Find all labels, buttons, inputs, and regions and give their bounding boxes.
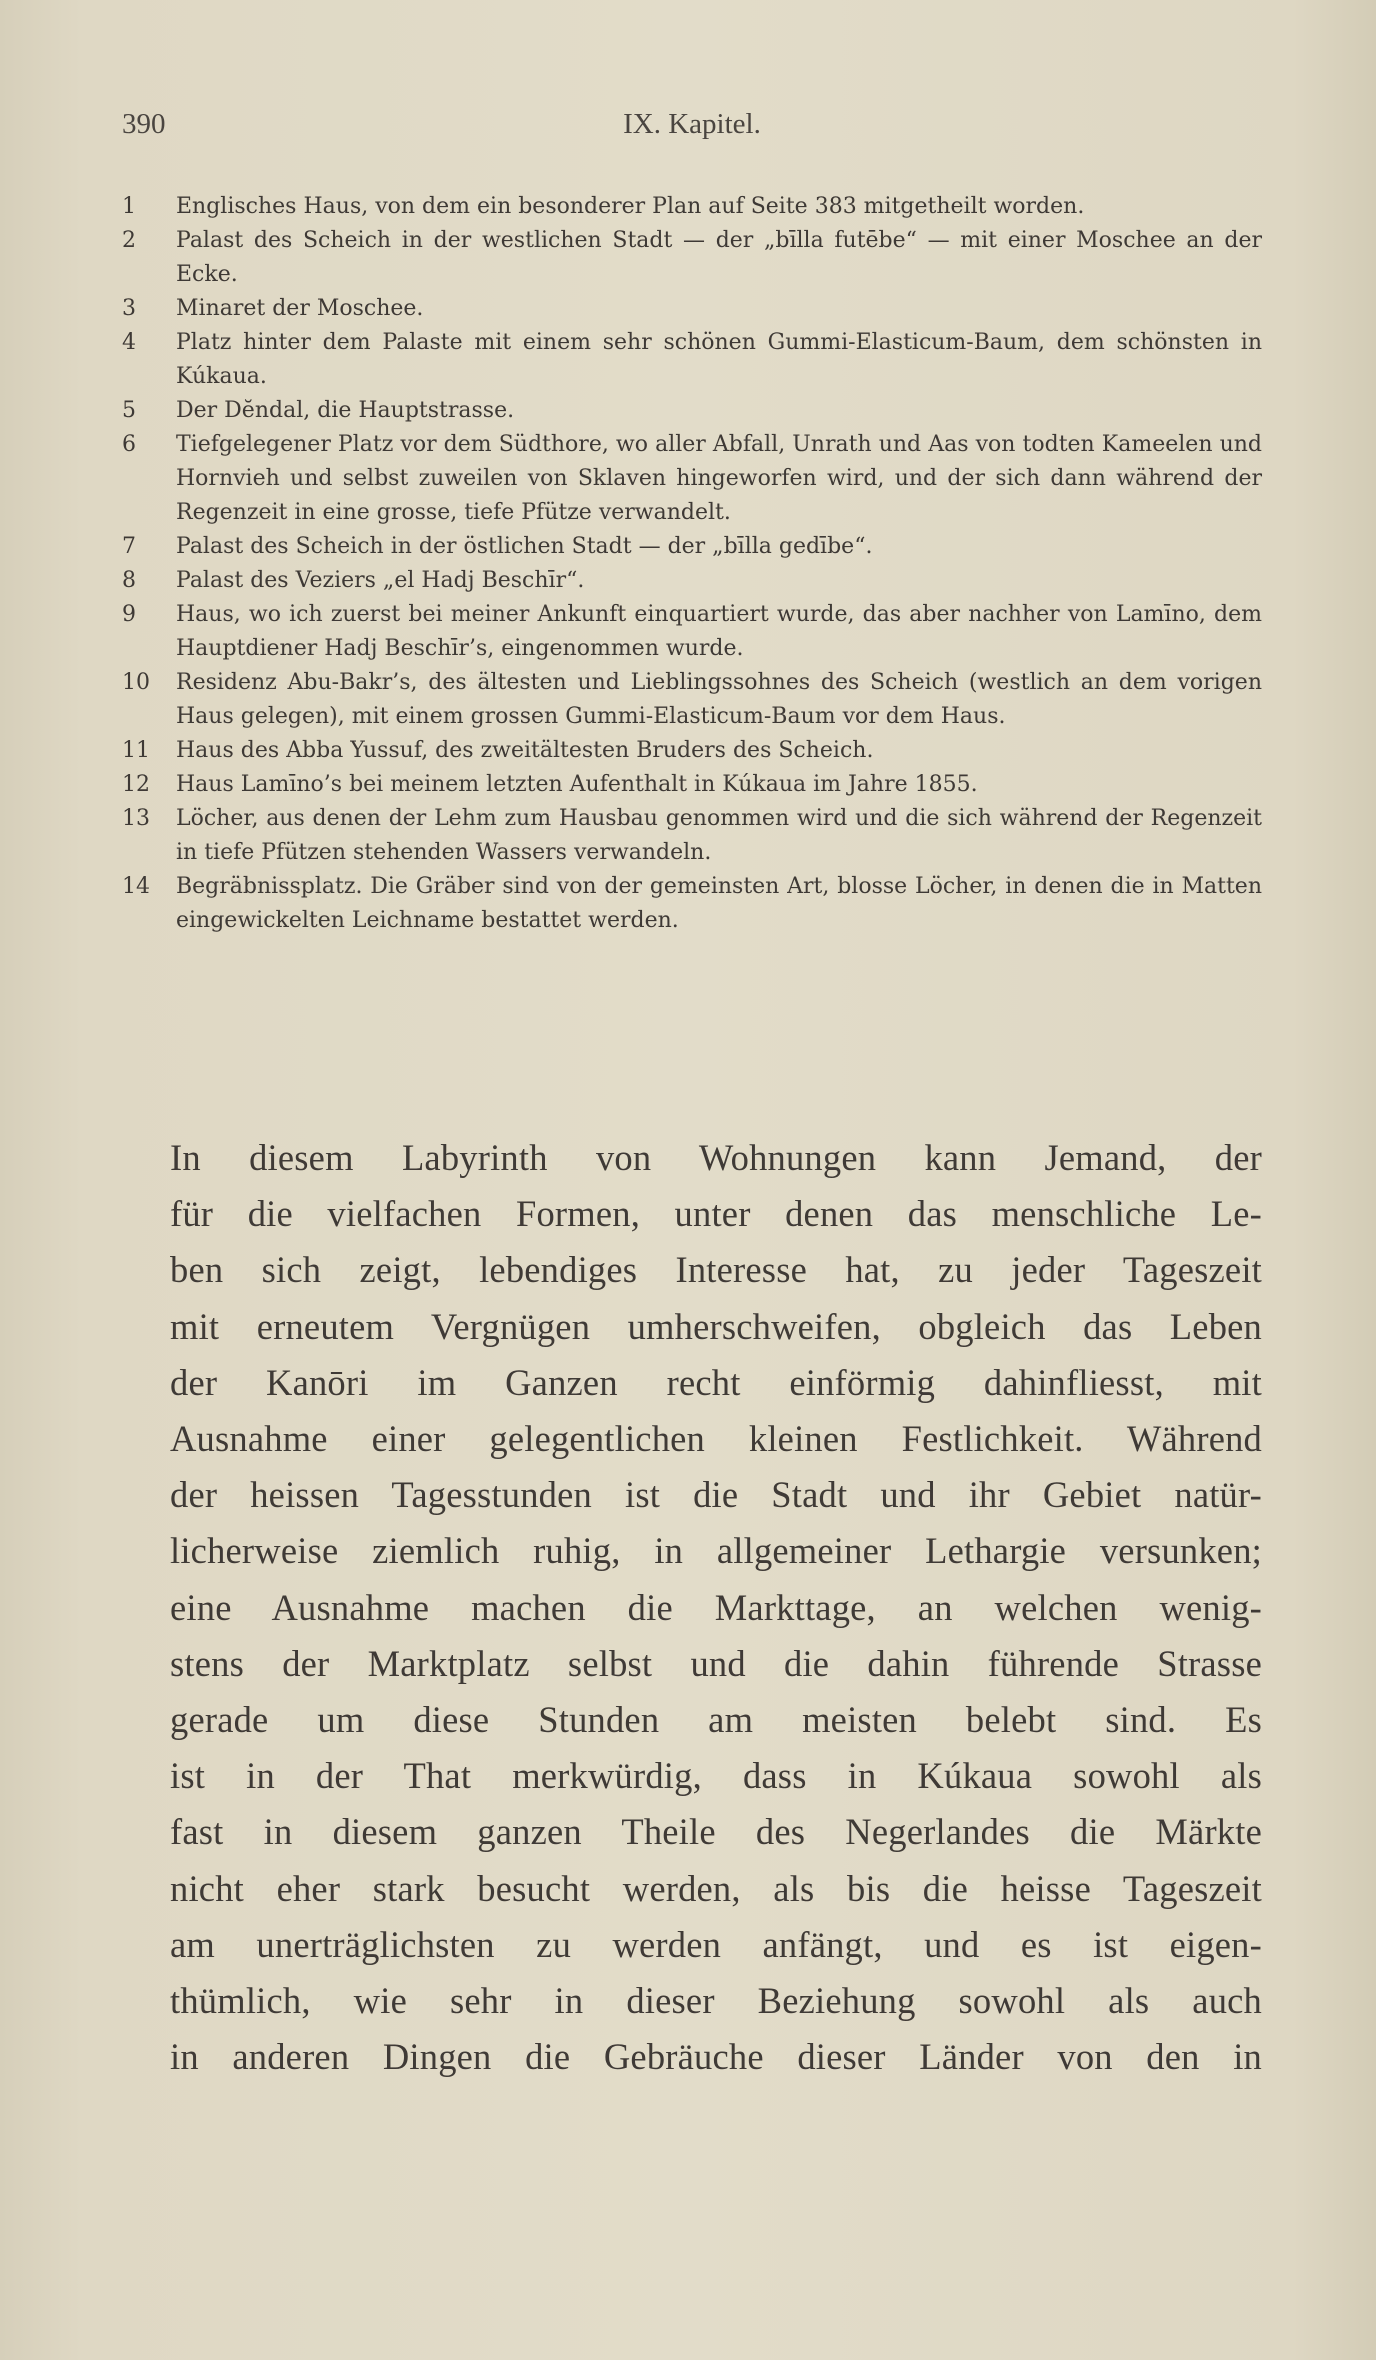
body-line: am unerträglichsten zu werden anfängt, und es ist eigen-: [170, 1923, 1262, 1965]
legend-item: [122, 870, 1262, 938]
body-line: stens der Marktplatz selbst und die dahin führende Strasse: [170, 1642, 1262, 1684]
legend-text: Tiefgelegener Platz vor dem Südthore, wo aller Abfall, Unrath und Aas von todten Kameelen und Hornvieh und selbst zuweilen von Sklaven hingeworfen wird, und der sich dann während der Regenzeit in eine grosse, tiefe Pfütze verwandelt.: [176, 432, 1262, 525]
legend-text: Haus Lamīno’s bei meinem letzten Aufenthalt in Kúkaua im Jahre 1855.: [176, 772, 978, 797]
body-line: in anderen Dingen die Gebräuche dieser Länder von den in: [170, 2036, 1262, 2078]
legend-item: [122, 428, 1262, 530]
legend-number: 14: [122, 874, 150, 899]
page-header: [122, 108, 1262, 148]
legend-number: 12: [122, 772, 150, 797]
body-line: gerade um diese Stunden am meisten belebt sind. Es: [170, 1699, 1262, 1741]
legend-text: Haus des Abba Yussuf, des zweitältesten Bruders des Scheich.: [176, 738, 874, 763]
legend-number: 2: [122, 228, 136, 253]
legend-text: Begräbnissplatz. Die Gräber sind von der gemeinsten Art, blosse Löcher, in denen die in Matten eingewickelten Leichname bestattet werden.: [176, 874, 1262, 933]
legend-item: [122, 224, 1262, 292]
legend-text: Residenz Abu-Bakr’s, des ältesten und Lieblingssohnes des Scheich (westlich an dem vorigen Haus gelegen), mit einem grossen Gummi-Elasticum-Baum vor dem Haus.: [176, 670, 1262, 729]
legend-number: 13: [122, 806, 150, 831]
body-line: In diesem Labyrinth von Wohnungen kann Jemand, der: [170, 1137, 1262, 1178]
legend-item: [122, 190, 1262, 224]
body-line: ben sich zeigt, lebendiges Interesse hat, zu jeder Tageszeit: [170, 1249, 1262, 1291]
body-line: licherweise ziemlich ruhig, in allgemeiner Lethargie versunken;: [170, 1530, 1262, 1572]
map-legend-list: [122, 190, 1262, 938]
legend-number: 7: [122, 534, 136, 559]
legend-text: Löcher, aus denen der Lehm zum Hausbau genommen wird und die sich während der Regenzeit in tiefe Pfützen stehenden Wassers verwandeln.: [176, 806, 1262, 865]
legend-item: [122, 802, 1262, 870]
legend-item: [122, 598, 1262, 666]
legend-text: Der Dĕndal, die Hauptstrasse.: [176, 398, 515, 423]
legend-text: Minaret der Moschee.: [176, 296, 424, 321]
legend-text: Englisches Haus, von dem ein besonderer Plan auf Seite 383 mitgetheilt worden.: [176, 194, 1085, 219]
legend-item: [122, 326, 1262, 394]
legend-text: Palast des Veziers „el Hadj Beschīr“.: [176, 568, 585, 593]
legend-number: 10: [122, 670, 150, 695]
legend-text: Palast des Scheich in der östlichen Stadt — der „bīlla gedībe“.: [176, 534, 873, 559]
legend-number: 1: [122, 194, 136, 219]
legend-item: [122, 564, 1262, 598]
legend-text: Haus, wo ich zuerst bei meiner Ankunft einquartiert wurde, das aber nachher von Lamīno, dem Hauptdiener Hadj Beschīr’s, eingenommen wurde.: [176, 602, 1262, 661]
legend-number: 8: [122, 568, 136, 593]
legend-item: [122, 734, 1262, 768]
body-line: nicht eher stark besucht werden, als bis die heisse Tageszeit: [170, 1867, 1262, 1909]
legend-number: 9: [122, 602, 136, 627]
legend-item: [122, 768, 1262, 802]
body-line: der heissen Tagesstunden ist die Stadt und ihr Gebiet natür-: [170, 1474, 1262, 1516]
body-line: fast in diesem ganzen Theile des Negerlandes die Märkte: [170, 1811, 1262, 1853]
legend-item: [122, 394, 1262, 428]
body-line: der Kanōri im Ganzen recht einförmig dahinfliesst, mit: [170, 1361, 1262, 1403]
body-paragraph: [170, 1130, 1262, 2085]
legend-item: [122, 530, 1262, 564]
body-line: eine Ausnahme machen die Markttage, an welchen wenig-: [170, 1586, 1262, 1628]
chapter-title: IX. Kapitel.: [623, 108, 761, 140]
legend-number: 6: [122, 432, 136, 457]
legend-number: 4: [122, 330, 136, 355]
legend-number: 5: [122, 398, 136, 423]
body-line: mit erneutem Vergnügen umherschweifen, obgleich das Leben: [170, 1305, 1262, 1347]
body-line: ist in der That merkwürdig, dass in Kúkaua sowohl als: [170, 1755, 1262, 1797]
body-line: thümlich, wie sehr in dieser Beziehung sowohl als auch: [170, 1980, 1262, 2022]
page-number: 390: [122, 108, 166, 140]
legend-number: 11: [122, 738, 150, 763]
legend-number: 3: [122, 296, 136, 321]
legend-item: [122, 666, 1262, 734]
body-line: für die vielfachen Formen, unter denen das menschliche Le-: [170, 1193, 1262, 1235]
legend-item: [122, 292, 1262, 326]
legend-text: Palast des Scheich in der westlichen Stadt — der „bīlla futēbe“ — mit einer Moschee an der Ecke.: [176, 228, 1262, 287]
legend-text: Platz hinter dem Palaste mit einem sehr schönen Gummi-Elasticum-Baum, dem schönsten in Kúkaua.: [176, 330, 1262, 389]
body-line: Ausnahme einer gelegentlichen kleinen Festlichkeit. Während: [170, 1418, 1262, 1460]
